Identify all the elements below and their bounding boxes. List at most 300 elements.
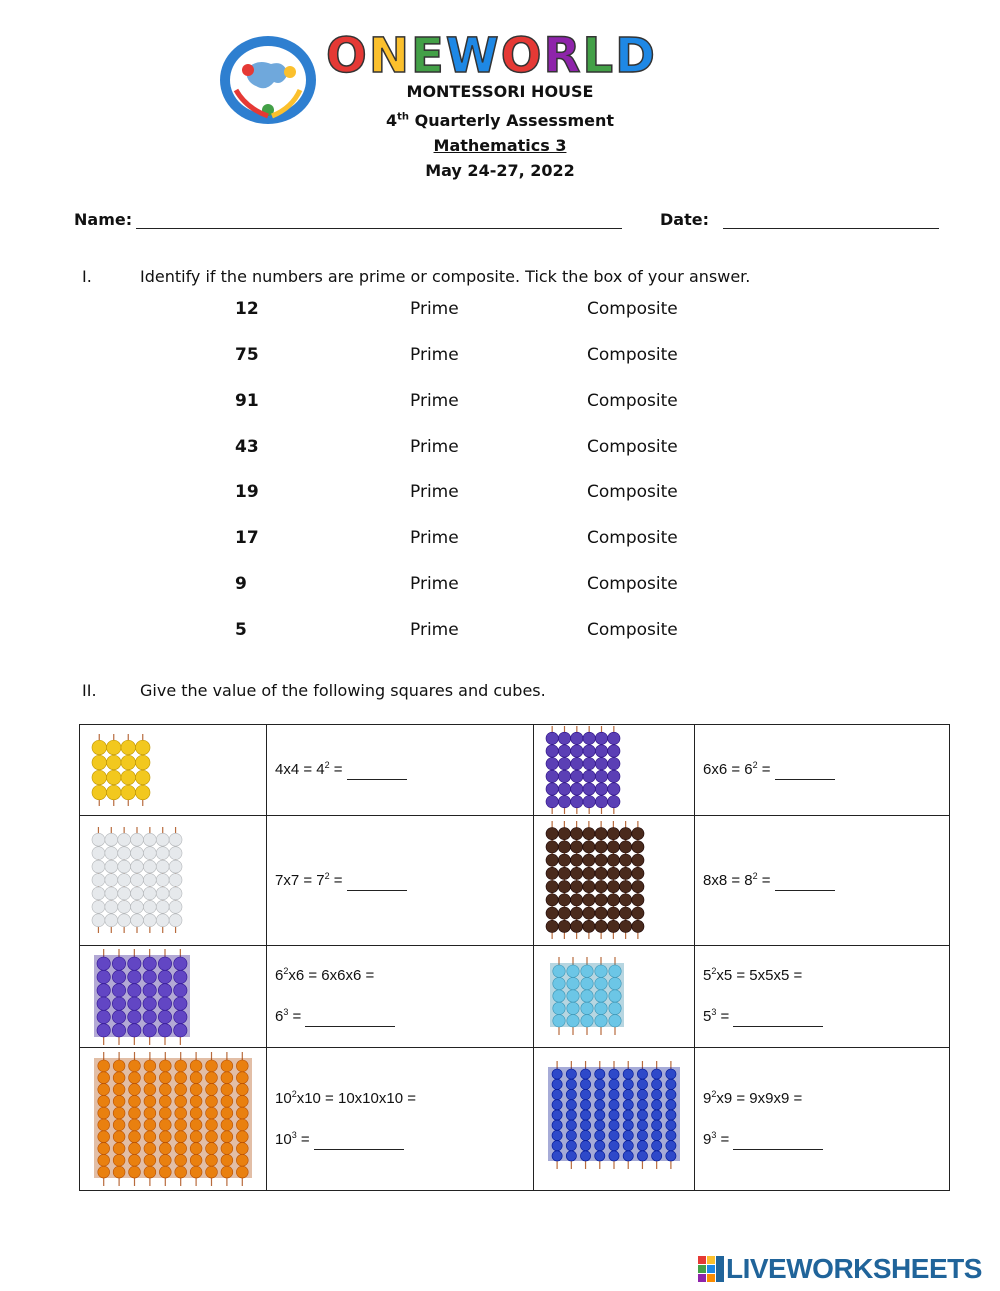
bead: [156, 887, 169, 900]
bead: [128, 1024, 141, 1037]
bead: [637, 1100, 647, 1110]
bead: [553, 990, 565, 1002]
bead: [571, 841, 583, 853]
bead: [206, 1072, 218, 1084]
bead: [190, 1143, 202, 1155]
bead: [144, 1107, 156, 1119]
answer-blank[interactable]: [733, 1131, 823, 1150]
bead: [143, 887, 156, 900]
bead: [92, 900, 105, 913]
bead: [595, 1002, 607, 1014]
exponent: 3: [291, 1129, 297, 1140]
bead: [595, 1110, 605, 1120]
bead: [129, 1072, 141, 1084]
bead: [236, 1131, 248, 1143]
bead: [112, 1024, 125, 1037]
bead: [566, 1151, 576, 1161]
answer-blank[interactable]: [733, 1008, 823, 1027]
bead: [159, 1107, 171, 1119]
bead: [236, 1143, 248, 1155]
answer-blank[interactable]: [347, 872, 407, 891]
bead: [571, 881, 583, 893]
cube-base: 10: [275, 1130, 292, 1148]
bead: [236, 1084, 248, 1096]
composite-option[interactable]: Composite: [587, 482, 678, 502]
bead: [552, 1120, 562, 1130]
bead: [608, 758, 620, 770]
bead: [206, 1166, 218, 1178]
bead: [552, 1141, 562, 1151]
bead: [144, 1119, 156, 1131]
bead: [112, 1010, 125, 1023]
bead: [609, 1069, 619, 1079]
bead: [131, 900, 144, 913]
exponent: 2: [291, 1088, 297, 1099]
bead: [169, 847, 182, 860]
bead: [581, 1015, 593, 1027]
bead: [558, 920, 570, 932]
bead: [632, 881, 644, 893]
bead: [595, 907, 607, 919]
expression-base: x9 = 9x9x9 =: [716, 1089, 803, 1107]
table-row: [80, 946, 950, 1048]
table-row: [80, 816, 950, 946]
bead: [129, 1154, 141, 1166]
bead: [609, 1130, 619, 1140]
bead: [580, 1151, 590, 1161]
bead: [580, 1141, 590, 1151]
bead: [552, 1079, 562, 1089]
bead: [595, 1079, 605, 1089]
bead: [571, 894, 583, 906]
bead: [666, 1100, 676, 1110]
bead: [236, 1095, 248, 1107]
bead: [97, 957, 110, 970]
bead: [221, 1084, 233, 1096]
section-1-number: I.: [82, 267, 92, 286]
bead: [595, 1100, 605, 1110]
bead: [206, 1060, 218, 1072]
prime-option[interactable]: Prime: [410, 437, 459, 457]
bead: [566, 1100, 576, 1110]
bead: [571, 732, 583, 744]
bead: [221, 1095, 233, 1107]
bead-square-eight-image: [542, 820, 648, 940]
equals: =: [329, 871, 347, 889]
bead: [580, 1130, 590, 1140]
bead: [595, 867, 607, 879]
number-value: 17: [235, 528, 259, 548]
bead: [236, 1119, 248, 1131]
bead: [652, 1100, 662, 1110]
bead: [136, 755, 151, 770]
bead: [546, 732, 558, 744]
composite-option[interactable]: Composite: [587, 437, 678, 457]
bead: [567, 1002, 579, 1014]
bead: [143, 1010, 156, 1023]
bead: [143, 860, 156, 873]
bead: [98, 1107, 110, 1119]
bead: [159, 1143, 171, 1155]
bead: [92, 860, 105, 873]
bead: [580, 1100, 590, 1110]
bead: [583, 841, 595, 853]
bead: [97, 1010, 110, 1023]
bead: [566, 1079, 576, 1089]
bead: [159, 1166, 171, 1178]
bead: [236, 1166, 248, 1178]
bead: [221, 1072, 233, 1084]
bead: [566, 1141, 576, 1151]
bead: [583, 783, 595, 795]
expression-cell: [695, 816, 950, 946]
bead: [567, 965, 579, 977]
bead: [156, 900, 169, 913]
bead: [595, 1015, 607, 1027]
bead-square-six-image: [542, 725, 624, 815]
bead: [608, 783, 620, 795]
list-item: [0, 345, 1000, 369]
composite-option[interactable]: Composite: [587, 528, 678, 548]
bead: [595, 965, 607, 977]
bead: [129, 1060, 141, 1072]
cube-multiplier: 5: [703, 967, 712, 984]
bead: [92, 785, 107, 800]
bead: [583, 881, 595, 893]
bead: [595, 1069, 605, 1079]
bead: [156, 914, 169, 927]
bead: [129, 1119, 141, 1131]
bead: [156, 847, 169, 860]
exponent: 3: [711, 1129, 717, 1140]
bead: [112, 997, 125, 1010]
bead: [236, 1154, 248, 1166]
bead: [581, 965, 593, 977]
prime-option[interactable]: Prime: [410, 391, 459, 411]
bead: [595, 1151, 605, 1161]
prime-option[interactable]: Prime: [410, 345, 459, 365]
bead: [175, 1166, 187, 1178]
expression-cell: [695, 1048, 950, 1191]
bead: [583, 907, 595, 919]
composite-option[interactable]: Composite: [587, 620, 678, 640]
bead: [118, 887, 131, 900]
bead: [595, 828, 607, 840]
bead: [553, 965, 565, 977]
bead: [637, 1110, 647, 1120]
equals: =: [296, 1130, 314, 1148]
bead: [580, 1089, 590, 1099]
bead: [609, 1110, 619, 1120]
list-item: [0, 528, 1000, 552]
number-value: 43: [235, 437, 259, 457]
bead: [143, 984, 156, 997]
bead: [595, 732, 607, 744]
bead: [632, 828, 644, 840]
exponent: 2: [324, 870, 330, 881]
bead: [236, 1107, 248, 1119]
expression-cell: [267, 816, 534, 946]
bead: [92, 887, 105, 900]
bead: [190, 1131, 202, 1143]
equals: =: [716, 1130, 734, 1148]
bead: [174, 1024, 187, 1037]
bead: [632, 894, 644, 906]
bead-cube-five-image: [546, 956, 628, 1036]
bead: [546, 796, 558, 808]
bead: [620, 867, 632, 879]
bead: [595, 841, 607, 853]
bead: [175, 1107, 187, 1119]
bead: [175, 1072, 187, 1084]
bead: [190, 1060, 202, 1072]
bead: [206, 1084, 218, 1096]
bead: [580, 1079, 590, 1089]
bead: [595, 894, 607, 906]
bead: [558, 828, 570, 840]
answer-blank[interactable]: [775, 761, 835, 780]
bead: [159, 1095, 171, 1107]
bead: [558, 796, 570, 808]
bead: [143, 874, 156, 887]
list-item: [0, 391, 1000, 415]
bead: [174, 984, 187, 997]
bead: [546, 854, 558, 866]
bead: [190, 1084, 202, 1096]
bead: [143, 900, 156, 913]
bead: [105, 900, 118, 913]
bead: [595, 1089, 605, 1099]
prime-option[interactable]: Prime: [410, 482, 459, 502]
bead: [583, 745, 595, 757]
bead: [623, 1151, 633, 1161]
bead: [652, 1151, 662, 1161]
image-cell: [80, 1048, 267, 1191]
bead: [206, 1154, 218, 1166]
bead: [552, 1151, 562, 1161]
bead: [652, 1141, 662, 1151]
date-field[interactable]: [723, 228, 939, 229]
table-row: [80, 725, 950, 816]
bead: [158, 997, 171, 1010]
expression-cell: [695, 946, 950, 1048]
bead: [637, 1079, 647, 1089]
bead: [105, 860, 118, 873]
bead: [571, 770, 583, 782]
answer-blank[interactable]: [347, 761, 407, 780]
number-value: 12: [235, 299, 259, 319]
bead: [175, 1154, 187, 1166]
bead: [98, 1143, 110, 1155]
composite-option[interactable]: Composite: [587, 574, 678, 594]
prime-option[interactable]: Prime: [410, 620, 459, 640]
bead: [175, 1084, 187, 1096]
section-1-instruction: Identify if the numbers are prime or composite. Tick the box of your answer.: [140, 267, 751, 286]
assessment-dates: May 24-27, 2022: [425, 161, 575, 180]
bead: [112, 957, 125, 970]
bead: [623, 1130, 633, 1140]
bead: [112, 970, 125, 983]
prime-option[interactable]: Prime: [410, 299, 459, 319]
bead: [546, 783, 558, 795]
bead: [552, 1110, 562, 1120]
bead: [583, 854, 595, 866]
answer-blank[interactable]: [314, 1131, 404, 1150]
bead: [566, 1110, 576, 1120]
section-2-instruction: Give the value of the following squares and cubes.: [140, 681, 546, 700]
bead: [236, 1072, 248, 1084]
prime-option[interactable]: Prime: [410, 528, 459, 548]
bead: [620, 828, 632, 840]
exponent: 2: [711, 1088, 717, 1099]
bead: [595, 745, 607, 757]
bead: [118, 860, 131, 873]
bead: [583, 894, 595, 906]
list-item: [0, 574, 1000, 598]
bead: [113, 1060, 125, 1072]
bead: [221, 1143, 233, 1155]
assessment-title: [0, 111, 1000, 130]
bead: [623, 1079, 633, 1089]
exponent: 3: [711, 1007, 717, 1017]
bead: [666, 1069, 676, 1079]
bead: [566, 1120, 576, 1130]
bead: [221, 1107, 233, 1119]
bead: [118, 833, 131, 846]
bead: [113, 1072, 125, 1084]
bead: [121, 785, 136, 800]
bead: [206, 1095, 218, 1107]
bead: [174, 970, 187, 983]
bead: [623, 1069, 633, 1079]
bead: [571, 867, 583, 879]
cube-multiplier: 6: [275, 967, 284, 984]
bead: [107, 785, 122, 800]
bead: [546, 828, 558, 840]
expression-base: 4x4 = 4: [275, 761, 325, 778]
bead: [156, 860, 169, 873]
bead: [143, 914, 156, 927]
composite-option[interactable]: Composite: [587, 345, 678, 365]
bead: [129, 1166, 141, 1178]
bead: [607, 907, 619, 919]
bead: [607, 854, 619, 866]
bead: [206, 1119, 218, 1131]
number-value: 75: [235, 345, 259, 365]
bead: [98, 1166, 110, 1178]
expression-base: x10 = 10x10x10 =: [296, 1089, 416, 1107]
bead: [113, 1166, 125, 1178]
exponent: 2: [324, 760, 330, 770]
bead: [566, 1089, 576, 1099]
bead: [107, 755, 122, 770]
bead: [118, 914, 131, 927]
bead: [558, 907, 570, 919]
bead: [221, 1131, 233, 1143]
exponent: 2: [752, 870, 758, 881]
bead: [107, 740, 122, 755]
bead: [158, 957, 171, 970]
bead: [156, 874, 169, 887]
bead: [609, 1002, 621, 1014]
bead: [143, 997, 156, 1010]
answer-blank[interactable]: [305, 1008, 395, 1027]
bead: [236, 1060, 248, 1072]
bead: [175, 1143, 187, 1155]
bead: [105, 874, 118, 887]
bead: [558, 867, 570, 879]
bead: [623, 1110, 633, 1120]
bead: [158, 970, 171, 983]
bead: [652, 1120, 662, 1130]
image-cell: [80, 816, 267, 946]
composite-option[interactable]: Composite: [587, 391, 678, 411]
bead: [546, 881, 558, 893]
bead: [98, 1154, 110, 1166]
bead: [608, 732, 620, 744]
bead: [558, 770, 570, 782]
bead: [553, 1015, 565, 1027]
bead: [632, 920, 644, 932]
bead: [620, 854, 632, 866]
composite-option[interactable]: Composite: [587, 299, 678, 319]
bead: [609, 977, 621, 989]
name-label: Name:: [74, 210, 133, 229]
bead: [221, 1166, 233, 1178]
bead: [552, 1130, 562, 1140]
bead: [595, 783, 607, 795]
bead: [595, 920, 607, 932]
name-field[interactable]: [136, 228, 622, 229]
bead: [546, 867, 558, 879]
bead: [546, 770, 558, 782]
bead: [113, 1084, 125, 1096]
bead: [221, 1154, 233, 1166]
bead: [652, 1130, 662, 1140]
quarter-text: Quarterly Assessment: [409, 111, 615, 130]
bead: [221, 1119, 233, 1131]
bead: [118, 874, 131, 887]
bead: [92, 914, 105, 927]
bead: [136, 740, 151, 755]
bead: [121, 770, 136, 785]
prime-option[interactable]: Prime: [410, 574, 459, 594]
bead: [607, 881, 619, 893]
bead: [571, 854, 583, 866]
list-item: [0, 437, 1000, 461]
bead: [129, 1107, 141, 1119]
bead: [113, 1143, 125, 1155]
bead: [97, 970, 110, 983]
bead: [637, 1151, 647, 1161]
bead: [652, 1079, 662, 1089]
bead: [190, 1072, 202, 1084]
bead: [558, 758, 570, 770]
answer-blank[interactable]: [775, 872, 835, 891]
cube-multiplier: 10: [275, 1089, 292, 1107]
bead: [571, 796, 583, 808]
bead: [131, 914, 144, 927]
bead-cube-nine-image: [544, 1060, 684, 1170]
bead: [546, 841, 558, 853]
bead: [583, 920, 595, 932]
liveworksheets-watermark: LIVEWORKSHEETS: [726, 1253, 982, 1284]
bead: [221, 1060, 233, 1072]
bead: [607, 894, 619, 906]
bead: [98, 1072, 110, 1084]
bead: [131, 833, 144, 846]
bead: [553, 977, 565, 989]
